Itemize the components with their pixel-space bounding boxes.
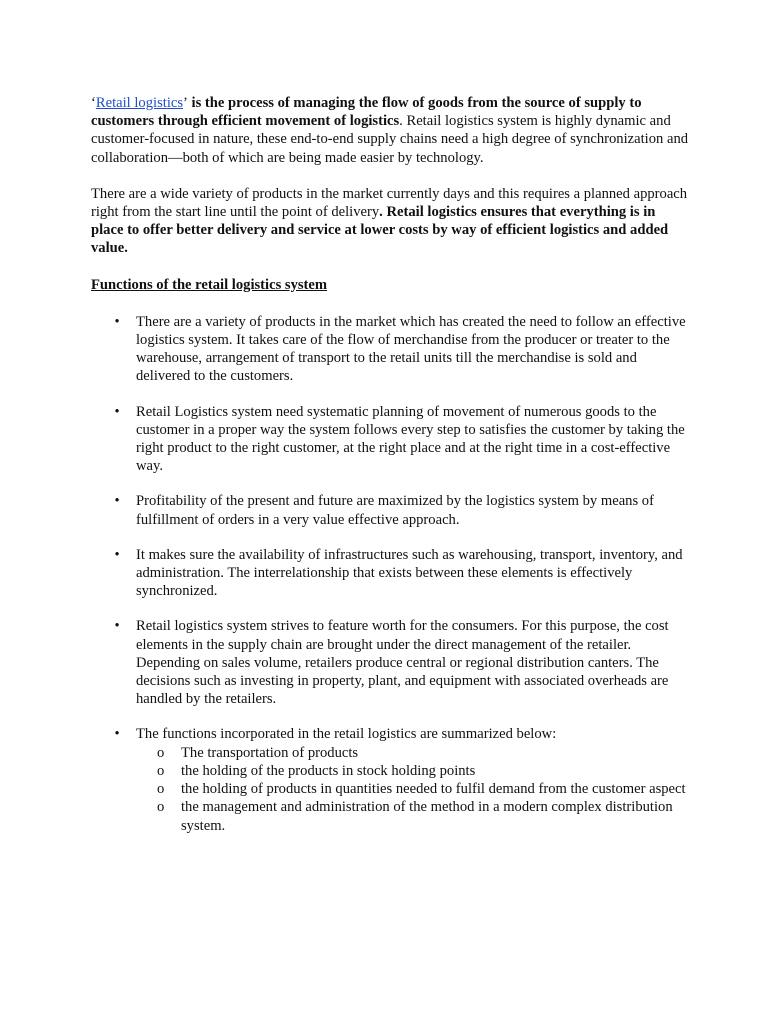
bullet-icon: •: [114, 618, 120, 635]
list-item-text: Retail Logistics system need systematic planning of movement of numerous goods to the customer in a proper way the system follows every step to satisfies the customer by taking the right product to the right customer, at the right place and at the right time in a cost-effective way.: [136, 403, 685, 475]
bullet-icon: •: [114, 493, 120, 510]
bullet-icon: •: [114, 546, 120, 563]
list-item: [91, 403, 691, 476]
functions-list: [91, 313, 691, 835]
sub-list-item-text: The transportation of products: [181, 744, 359, 761]
sub-list-item: [136, 780, 691, 798]
sub-list-item-text: the holding of the products in stock holding points: [181, 762, 476, 779]
list-item-text: Profitability of the present and future are maximized by the logistics system by means of fulfillment of orders in a very value effective approach.: [136, 493, 654, 528]
quote-close: ’: [183, 95, 188, 111]
sub-bullet-icon: o: [157, 762, 165, 779]
list-item-text: The functions incorporated in the retail logistics are summarized below:: [136, 726, 557, 743]
list-item: [91, 313, 691, 386]
section-heading: Functions of the retail logistics system: [91, 276, 328, 293]
bullet-icon: •: [114, 726, 120, 743]
list-item-text: There are a variety of products in the market which has created the need to follow an effective logistics system. It takes care of the flow of merchandise from the producer or treater to the warehouse, arrangement of transport to the retail units till the merchandise is sold and delivered to the customers.: [136, 313, 686, 385]
quote-open: ‘: [91, 95, 96, 111]
list-item-text: It makes sure the availability of infrastructures such as warehousing, transport, inventory, and administration. The interrelationship that exists between these elements is effectively synchronized.: [136, 546, 683, 600]
bullet-icon: •: [114, 313, 120, 330]
intro-rest-text: . Retail logistics system is highly dynamic and customer-focused in nature, these end-to-end supply chains need a high degree of synchronization and collaboration—both of which are being made easier by technology.: [91, 113, 689, 166]
bullet-icon: •: [114, 403, 120, 420]
intro-bold-definition: is the process of managing the flow of goods from the source of supply to customers through efficient movement of logistics: [91, 95, 642, 130]
second-paragraph: [91, 185, 691, 258]
sub-list-item: [136, 744, 691, 762]
para2-bold-text: . Retail logistics ensures that everything is in place to offer better delivery and service at lower costs by way of efficient logistics and added value.: [91, 204, 669, 257]
sub-list-item-text: the holding of products in quantities needed to fulfil demand from the customer aspect: [181, 781, 686, 798]
para2-normal-text: There are a wide variety of products in the market currently days and this requires a planned approach right from the start line until the point of delivery: [91, 185, 688, 221]
list-item: [91, 492, 691, 528]
document-body: [91, 94, 691, 852]
sub-list-item: [136, 798, 691, 834]
intro-paragraph: [91, 94, 691, 167]
list-item: [91, 546, 691, 601]
sub-list-item: [136, 762, 691, 780]
list-item-text: Retail logistics system strives to feature worth for the consumers. For this purpose, the cost elements in the supply chain are brought under the direct management of the retailer. Depending on sales volume, retailers produce central or regional distribution canters. The decisions such as investing in property, plant, and equipment with associated overheads are handled by the retailers.: [136, 618, 669, 708]
list-item: [91, 725, 691, 834]
sub-bullet-icon: o: [157, 744, 165, 761]
sub-list: [136, 744, 691, 835]
retail-logistics-link[interactable]: Retail logistics: [95, 95, 184, 111]
sub-bullet-icon: o: [157, 781, 165, 798]
sub-list-item-text: the management and administration of the method in a modern complex distribution system.: [181, 799, 673, 834]
list-item: [91, 617, 691, 708]
sub-bullet-icon: o: [157, 799, 165, 816]
